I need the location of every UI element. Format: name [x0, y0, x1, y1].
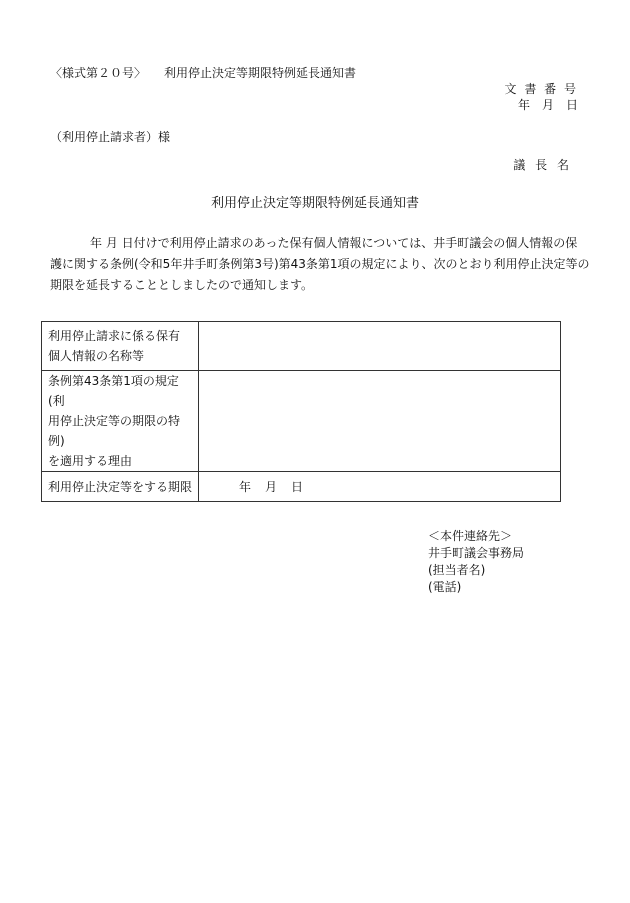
table-row [42, 472, 561, 502]
document-number-label: 文 書 番 号 [504, 82, 578, 96]
notice-body-line: 期限を延長することとしましたので通知します。 [50, 278, 314, 292]
table-label-cell: 利用停止決定等をする期限 [42, 472, 199, 502]
table-label-cell: 利用停止請求に係る保有 個人情報の名称等 [42, 322, 199, 371]
notice-body [50, 233, 590, 296]
extension-reason-field[interactable] [199, 371, 561, 472]
table-row [42, 322, 561, 371]
contact-block [428, 528, 524, 596]
contact-person: (担当者名) [428, 563, 486, 577]
addressee: （利用停止請求者）様 [50, 130, 171, 144]
deadline-date-field[interactable] [199, 472, 561, 502]
deadline-date-value: 年 月 日 [239, 479, 305, 494]
notice-body-line: 護に関する条例(令和5年井手町条例第3号)第43条第1項の規定により、次のとおり利用停止決定等の [50, 257, 590, 271]
table-row [42, 371, 561, 472]
extension-details-table [41, 321, 561, 502]
personal-info-name-field[interactable] [199, 322, 561, 371]
contact-phone: (電話) [428, 580, 462, 594]
table-label-cell: 条例第43条第1項の規定(利 用停止決定等の期限の特例) を適用する理由 [42, 371, 199, 472]
contact-office: 井手町議会事務局 [428, 546, 525, 560]
form-number-label: 〈様式第２０号〉 利用停止決定等期限特例延長通知書 [50, 66, 357, 80]
document-title: 利用停止決定等期限特例延長通知書 [210, 196, 419, 211]
document-date-label: 年 月 日 [517, 98, 578, 112]
sender-chair-name: 議 長 名 [513, 158, 572, 172]
notice-body-line: 年 月 日付けで利用停止請求のあった保有個人情報については、井手町議会の個人情報の保 [90, 236, 578, 250]
contact-heading: ＜本件連絡先＞ [428, 529, 513, 543]
